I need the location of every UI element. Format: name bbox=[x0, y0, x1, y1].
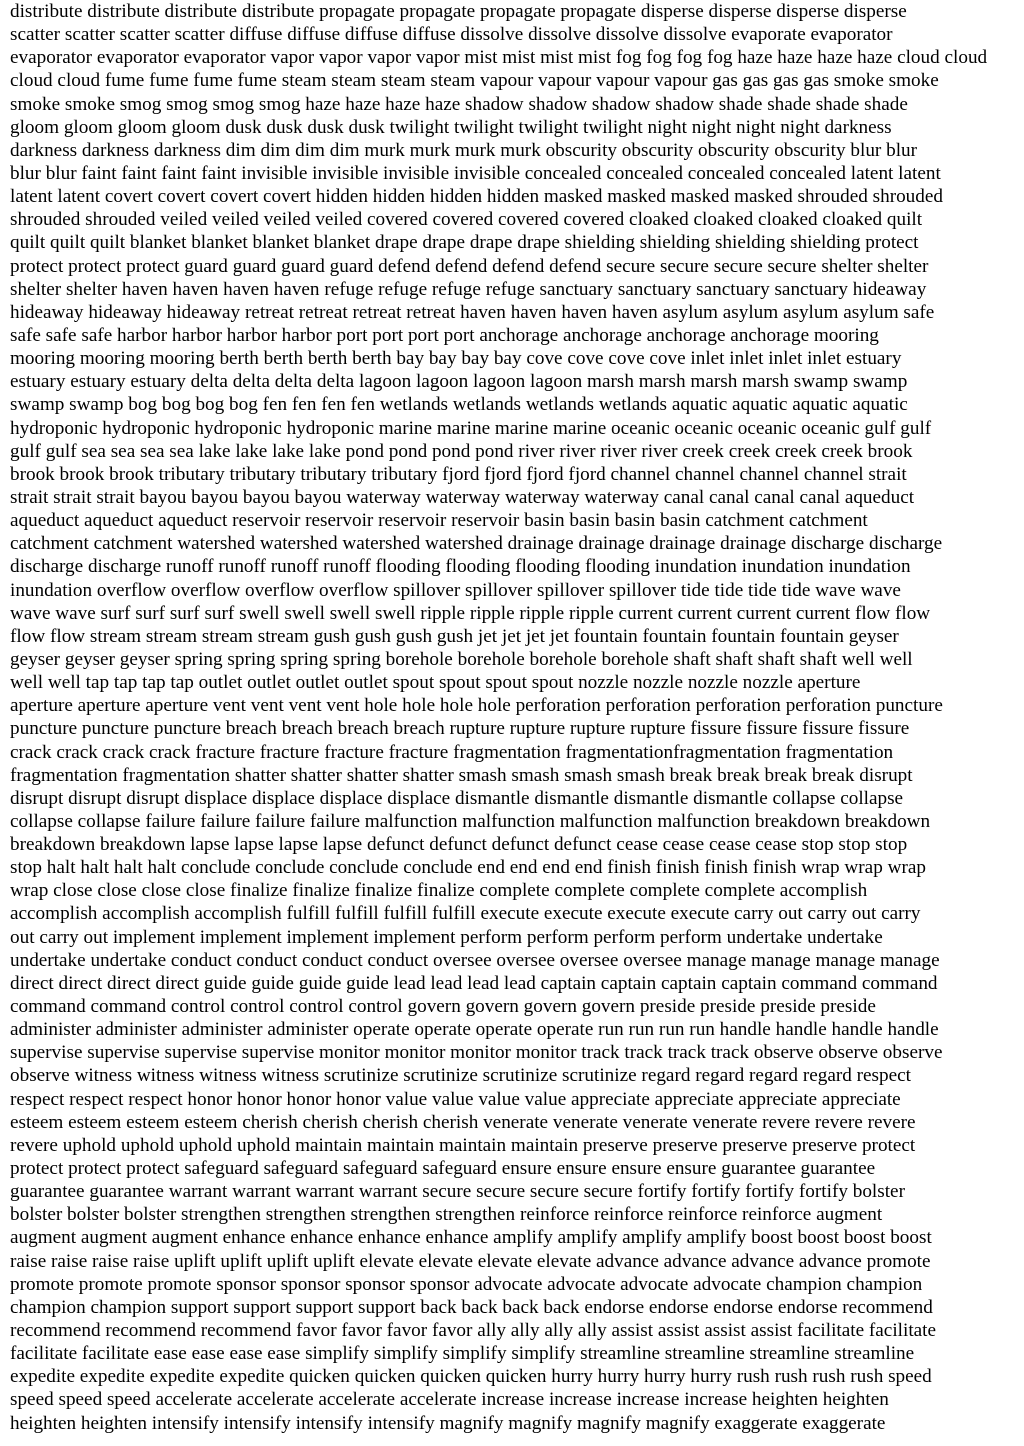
text-line: wave wave surf surf surf surf swell swell swell swell ripple ripple ripple ripple current current current current flow flow bbox=[10, 602, 931, 624]
text-line: flow flow stream stream stream stream gush gush gush gush jet jet jet jet fountain fountain fountain fountain geyser bbox=[10, 625, 899, 647]
text-line: breakdown breakdown lapse lapse lapse lapse defunct defunct defunct defunct cease cease cease cease stop stop stop bbox=[10, 834, 908, 856]
text-line: bolster bolster bolster strengthen strengthen strengthen strengthen reinforce reinforce reinforce reinforce augment bbox=[10, 1204, 883, 1226]
text-line: quilt quilt quilt blanket blanket blanket blanket drape drape drape drape shielding shielding shielding shielding protect bbox=[10, 232, 919, 254]
text-line: disrupt disrupt disrupt displace displace displace displace dismantle dismantle dismantle dismantle collapse collapse bbox=[10, 787, 904, 809]
text-line: heighten heighten intensify intensify intensify intensify magnify magnify magnify magnify exaggerate exaggerate bbox=[10, 1412, 886, 1434]
text-line: fragmentation fragmentation shatter shatter shatter shatter smash smash smash smash break break break break disrupt bbox=[10, 764, 913, 786]
text-line: observe witness witness witness witness scrutinize scrutinize scrutinize scrutinize regard regard regard regard respect bbox=[10, 1065, 911, 1087]
text-line: protect protect protect guard guard guard guard defend defend defend defend secure secure secure secure shelter shelter bbox=[10, 255, 929, 277]
text-line: discharge discharge runoff runoff runoff runoff flooding flooding flooding flooding inundation inundation inundation bbox=[10, 556, 911, 578]
text-line: stop halt halt halt halt conclude conclude conclude conclude end end end end finish finish finish finish wrap wrap wrap bbox=[10, 857, 926, 879]
text-line: brook brook brook tributary tributary tributary tributary fjord fjord fjord fjord channel channel channel channel strait bbox=[10, 463, 907, 485]
text-line: aqueduct aqueduct aqueduct reservoir reservoir reservoir reservoir basin basin basin basin catchment catchment bbox=[10, 510, 868, 532]
text-line: out carry out implement implement implement implement perform perform perform perform undertake undertake bbox=[10, 926, 883, 948]
text-line: latent latent covert covert covert covert hidden hidden hidden hidden masked masked masked masked shrouded shrouded bbox=[10, 186, 943, 208]
text-line: recommend recommend recommend favor favor favor favor ally ally ally ally assist assist assist assist facilitate facilitate bbox=[10, 1320, 937, 1342]
text-line: shelter shelter haven haven haven haven refuge refuge refuge refuge sanctuary sanctuary sanctuary sanctuary hideaway bbox=[10, 278, 927, 300]
text-line: estuary estuary estuary delta delta delta delta lagoon lagoon lagoon lagoon marsh marsh marsh marsh swamp swamp bbox=[10, 371, 908, 393]
text-line: respect respect respect honor honor honor honor value value value value appreciate appreciate appreciate appreciate bbox=[10, 1088, 901, 1110]
text-line: inundation overflow overflow overflow overflow spillover spillover spillover spillover tide tide tide tide wave wave bbox=[10, 579, 901, 601]
text-line: shrouded shrouded veiled veiled veiled veiled covered covered covered covered cloaked cloaked cloaked cloaked quilt bbox=[10, 209, 923, 231]
text-line: administer administer administer administer operate operate operate operate run run run run handle handle handle handle bbox=[10, 1019, 939, 1041]
text-line: guarantee guarantee warrant warrant warrant warrant secure secure secure secure fortify fortify fortify fortify bolster bbox=[10, 1181, 905, 1203]
text-line: hideaway hideaway hideaway retreat retreat retreat retreat haven haven haven haven asylum asylum asylum asylum safe bbox=[10, 301, 935, 323]
text-line: darkness darkness darkness dim dim dim dim murk murk murk murk obscurity obscurity obscurity obscurity blur blur bbox=[10, 139, 918, 161]
text-line: protect protect protect safeguard safeguard safeguard safeguard ensure ensure ensure ensure guarantee guarantee bbox=[10, 1158, 876, 1180]
text-line: hydroponic hydroponic hydroponic hydroponic marine marine marine marine oceanic oceanic oceanic oceanic gulf gulf bbox=[10, 417, 932, 439]
text-line: command command control control control control govern govern govern govern preside preside preside preside bbox=[10, 996, 876, 1018]
text-line: strait strait strait bayou bayou bayou bayou waterway waterway waterway waterway canal canal canal canal aqueduct bbox=[10, 486, 915, 508]
text-line: puncture puncture puncture breach breach breach breach rupture rupture rupture rupture fissure fissure fissure fissure bbox=[10, 718, 910, 740]
text-line: gulf gulf sea sea sea sea lake lake lake lake pond pond pond pond river river river river creek creek creek creek brook bbox=[10, 440, 913, 462]
text-line: facilitate facilitate ease ease ease ease simplify simplify simplify simplify streamline streamline streamline streamline bbox=[10, 1343, 915, 1365]
text-line: expedite expedite expedite expedite quicken quicken quicken quicken hurry hurry hurry hurry rush rush rush rush speed bbox=[10, 1366, 932, 1388]
text-line: direct direct direct direct guide guide guide guide lead lead lead lead captain captain captain captain command command bbox=[10, 972, 938, 994]
text-body bbox=[10, 0, 1014, 1435]
text-line: revere uphold uphold uphold uphold maintain maintain maintain maintain preserve preserve preserve preserve protect bbox=[10, 1134, 916, 1156]
text-line: crack crack crack crack fracture fracture fracture fracture fragmentation fragmentationfragmentation fragmentation bbox=[10, 741, 894, 763]
text-line: cloud cloud fume fume fume fume steam steam steam steam vapour vapour vapour vapour gas gas gas gas smoke smoke bbox=[10, 70, 939, 92]
text-line: mooring mooring mooring berth berth berth berth bay bay bay bay cove cove cove cove inlet inlet inlet inlet estuary bbox=[10, 348, 902, 370]
text-line: gloom gloom gloom gloom dusk dusk dusk dusk twilight twilight twilight twilight night night night night darkness bbox=[10, 116, 892, 138]
text-line: blur blur faint faint faint faint invisible invisible invisible invisible concealed concealed concealed concealed latent latent bbox=[10, 162, 941, 184]
text-line: well well tap tap tap tap outlet outlet outlet outlet spout spout spout spout nozzle nozzle nozzle nozzle aperture bbox=[10, 672, 861, 694]
text-line: smoke smoke smog smog smog smog haze haze haze haze shadow shadow shadow shadow shade shade shade shade bbox=[10, 93, 908, 115]
text-line: undertake undertake conduct conduct conduct conduct oversee oversee oversee oversee manage manage manage manage bbox=[10, 949, 940, 971]
text-line: geyser geyser geyser spring spring spring spring borehole borehole borehole borehole shaft shaft shaft shaft well well bbox=[10, 648, 913, 670]
text-line: accomplish accomplish accomplish fulfill fulfill fulfill fulfill execute execute execute execute carry out carry out carry bbox=[10, 903, 921, 925]
text-line: champion champion support support support support back back back back endorse endorse endorse endorse recommend bbox=[10, 1296, 933, 1318]
text-line: catchment catchment watershed watershed watershed watershed drainage drainage drainage drainage discharge discharge bbox=[10, 533, 943, 555]
text-line: distribute distribute distribute distribute propagate propagate propagate propagate disperse disperse disperse disperse bbox=[10, 1, 907, 22]
text-line: aperture aperture aperture vent vent vent vent hole hole hole hole perforation perforation perforation perforation puncture bbox=[10, 695, 943, 717]
text-line: evaporator evaporator evaporator vapor vapor vapor vapor mist mist mist mist fog fog fog fog haze haze haze haze cloud cloud bbox=[10, 47, 988, 69]
text-line: raise raise raise raise uplift uplift uplift uplift elevate elevate elevate elevate advance advance advance advance promote bbox=[10, 1250, 931, 1272]
text-line: speed speed speed accelerate accelerate accelerate accelerate increase increase increase increase heighten heighten bbox=[10, 1389, 889, 1411]
text-line: promote promote promote sponsor sponsor sponsor sponsor advocate advocate advocate advocate champion champion bbox=[10, 1273, 923, 1295]
text-line: scatter scatter scatter scatter diffuse diffuse diffuse diffuse dissolve dissolve dissolve dissolve evaporate evaporator bbox=[10, 24, 893, 46]
text-line: supervise supervise supervise supervise monitor monitor monitor monitor track track track track observe observe observe bbox=[10, 1042, 943, 1064]
text-line: esteem esteem esteem esteem cherish cherish cherish cherish venerate venerate venerate venerate revere revere revere bbox=[10, 1111, 916, 1133]
text-line: safe safe safe harbor harbor harbor harbor port port port port anchorage anchorage anchorage anchorage mooring bbox=[10, 324, 879, 346]
text-line: swamp swamp bog bog bog bog fen fen fen fen wetlands wetlands wetlands wetlands aquatic aquatic aquatic aquatic bbox=[10, 394, 908, 416]
text-line: collapse collapse failure failure failure failure malfunction malfunction malfunction malfunction breakdown breakdown bbox=[10, 810, 931, 832]
text-line: wrap close close close close finalize finalize finalize finalize complete complete complete complete accomplish bbox=[10, 880, 868, 902]
text-line: augment augment augment enhance enhance enhance enhance amplify amplify amplify amplify boost boost boost boost bbox=[10, 1227, 932, 1249]
